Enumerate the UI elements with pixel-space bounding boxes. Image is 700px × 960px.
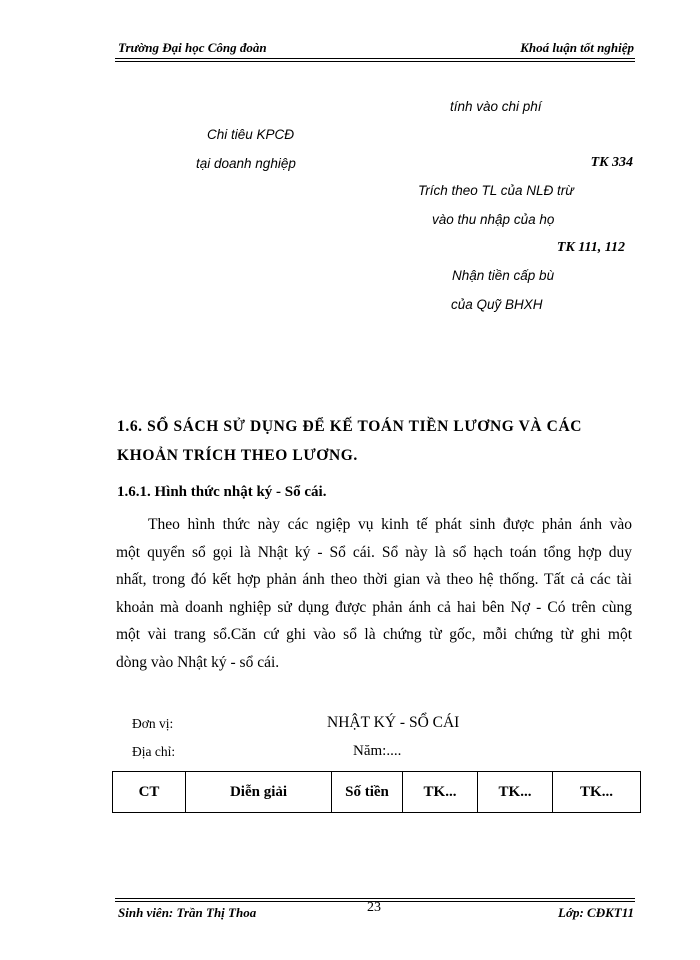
paragraph-line: khoản mà doanh nghiệp sử dụng được phản ánh cả hai bên Nợ - Có trên cùng (116, 598, 632, 616)
footer-class: Lớp: CĐKT11 (558, 905, 634, 920)
form-unit-label: Đơn vị: (132, 716, 174, 731)
footer-student: Sinh viên: Trần Thị Thoa (118, 905, 257, 920)
diagram-account-111-112: TK 111, 112 (556, 240, 625, 255)
subsection-title: 1.6.1. Hình thức nhật ký - Sổ cái. (117, 484, 327, 500)
form-year-label: Năm:.... (353, 743, 402, 759)
paragraph-line: một vài trang sổ.Căn cứ ghi vào sổ là chứng từ gốc, mỗi chứng từ ghi một (116, 626, 632, 644)
ledger-header-row (113, 772, 641, 813)
ledger-table (112, 771, 641, 813)
paragraph-line: nhất, trong đó kết hợp phản ánh theo thời gian và theo hệ thống. Tất cả các tài (116, 571, 632, 589)
diagram-expense-note: tính vào chi phí (450, 99, 542, 114)
ledger-header-description: Diễn giải (186, 772, 332, 813)
paragraph-line: Theo hình thức này các ngiệp vụ kinh tế phát sinh được phản ánh vào (148, 516, 632, 533)
form-title: NHẬT KÝ - SỔ CÁI (327, 714, 460, 731)
diagram-kpcd-line1: Chi tiêu KPCĐ (207, 127, 295, 142)
diagram-receive-line2: của Quỹ BHXH (451, 297, 543, 312)
paragraph-line: một quyển sổ gọi là Nhật ký - Sổ cái. Sổ này là sổ hạch toán tổng hợp duy (116, 543, 632, 561)
header-rule-2 (115, 61, 635, 62)
footer-rule (115, 898, 635, 899)
ledger-header-account: TK... (403, 772, 478, 813)
header-thesis-type: Khoá luận tốt nghiệp (520, 40, 634, 55)
ledger-header-amount: Số tiền (332, 772, 403, 813)
section-title-line2: KHOẢN TRÍCH THEO LƯƠNG. (117, 447, 358, 464)
section-title-line1: 1.6. SỔ SÁCH SỬ DỤNG ĐỂ KẾ TOÁN TIỀN LƯƠNG VÀ CÁC (117, 418, 583, 435)
body-paragraph (116, 511, 632, 677)
header-school: Trường Đại học Công đoàn (118, 40, 267, 55)
ledger-header-ct: CT (113, 772, 186, 813)
form-address-label: Địa chỉ: (132, 744, 176, 759)
ledger-header-account: TK... (553, 772, 641, 813)
paragraph-line: dòng vào Nhật ký - sổ cái. (116, 653, 280, 671)
diagram-account-334: TK 334 (590, 155, 633, 170)
page-number: 23 (367, 900, 381, 915)
header-rule (115, 58, 635, 59)
diagram-receive-line1: Nhận tiền cấp bù (452, 268, 555, 283)
diagram-deduct-line1: Trích theo TL của NLĐ trừ (418, 183, 574, 198)
diagram-deduct-line2: vào thu nhập của họ (432, 212, 555, 227)
ledger-header-account: TK... (478, 772, 553, 813)
diagram-kpcd-line2: tại doanh nghiệp (196, 156, 296, 171)
